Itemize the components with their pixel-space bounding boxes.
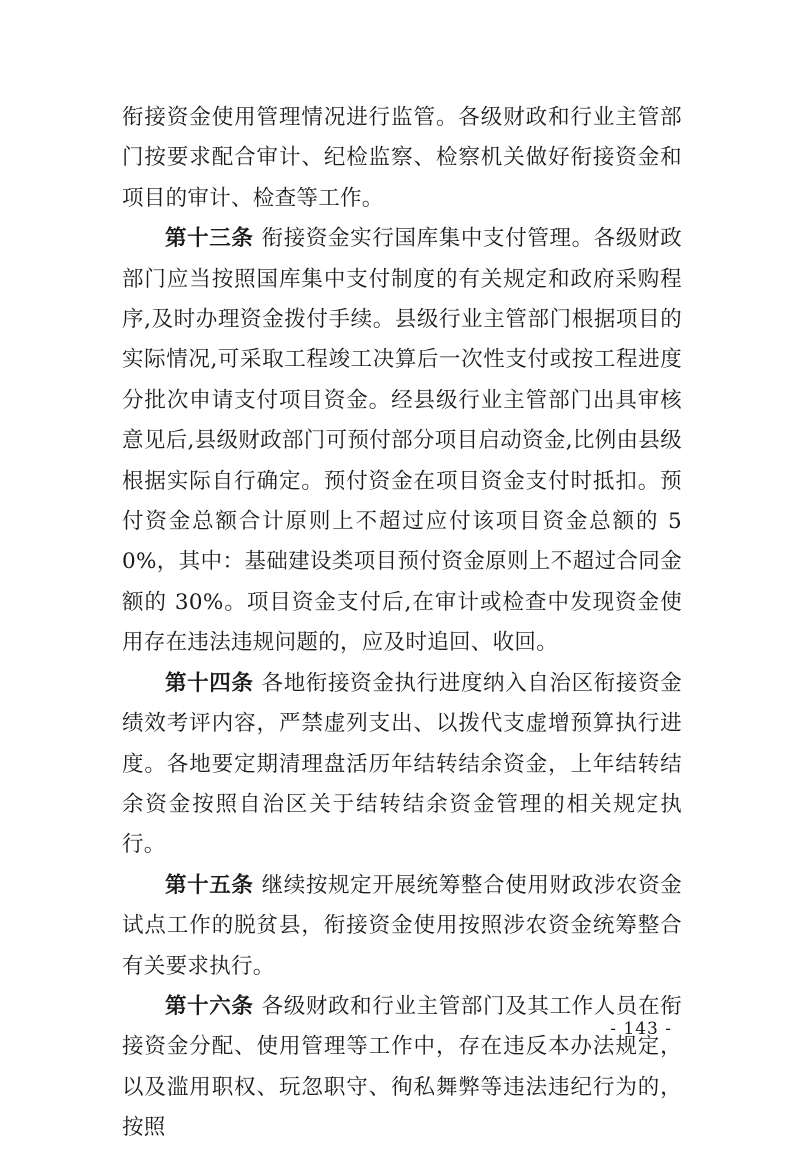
article-number: 第十四条 [165, 670, 254, 696]
paragraph-text: 各地衔接资金执行进度纳入自治区衔接资金绩效考评内容，严禁虚列支出、以拨代支虚增预算执行进度。各地要定期清理盘活历年结转结余资金，上年结转结余资金按照自治区关于结转结余资金管理的相关规定执行。 [122, 670, 683, 858]
article-number: 第十五条 [165, 872, 254, 898]
paragraph-article-15 [122, 866, 682, 987]
paragraph-article-14 [122, 664, 682, 866]
paragraph-continuation [122, 98, 682, 219]
article-number: 第十三条 [165, 226, 254, 252]
paragraph-text: 衔接资金使用管理情况进行监管。各级财政和行业主管部门按要求配合审计、纪检监察、检察机关做好衔接资金和项目的审计、检查等工作。 [122, 105, 682, 211]
article-number: 第十六条 [165, 993, 254, 1019]
paragraph-text: 各级财政和行业主管部门及其工作人员在衔接资金分配、使用管理等工作中，存在违反本办法规定，以及滥用职权、玩忽职守、徇私舞弊等违法违纪行为的，按照 [122, 993, 683, 1141]
page-number: - 143 - [610, 1019, 672, 1039]
paragraph-text: 继续按规定开展统筹整合使用财政涉农资金试点工作的脱贫县，衔接资金使用按照涉农资金统筹整合有关要求执行。 [122, 872, 683, 979]
paragraph-text: 衔接资金实行国库集中支付管理。各级财政部门应当按照国库集中支付制度的有关规定和政府采购程序,及时办理资金拨付手续。县级行业主管部门根据项目的实际情况,可采取工程竣工决算后一次性支付或按工程进度分批次申请支付项目资金。经县级行业主管部门出具审核意见后,县级财政部门可预付部分项目启动资金,比例由县级根据实际自行确定。预付资金在项目资金支付时抵扣。预付资金总额合计原则上不超过应付该项目资金总额的 50%，其中：基础建设类项目预付资金原则上不超过合同金额的 30%。项目资金支付后,在审计或检查中发现资金使用存在违法违规问题的，应及时追回、收回。 [122, 226, 683, 656]
paragraph-article-16 [122, 987, 682, 1149]
paragraph-article-13 [122, 219, 682, 663]
body-text [122, 98, 682, 1149]
